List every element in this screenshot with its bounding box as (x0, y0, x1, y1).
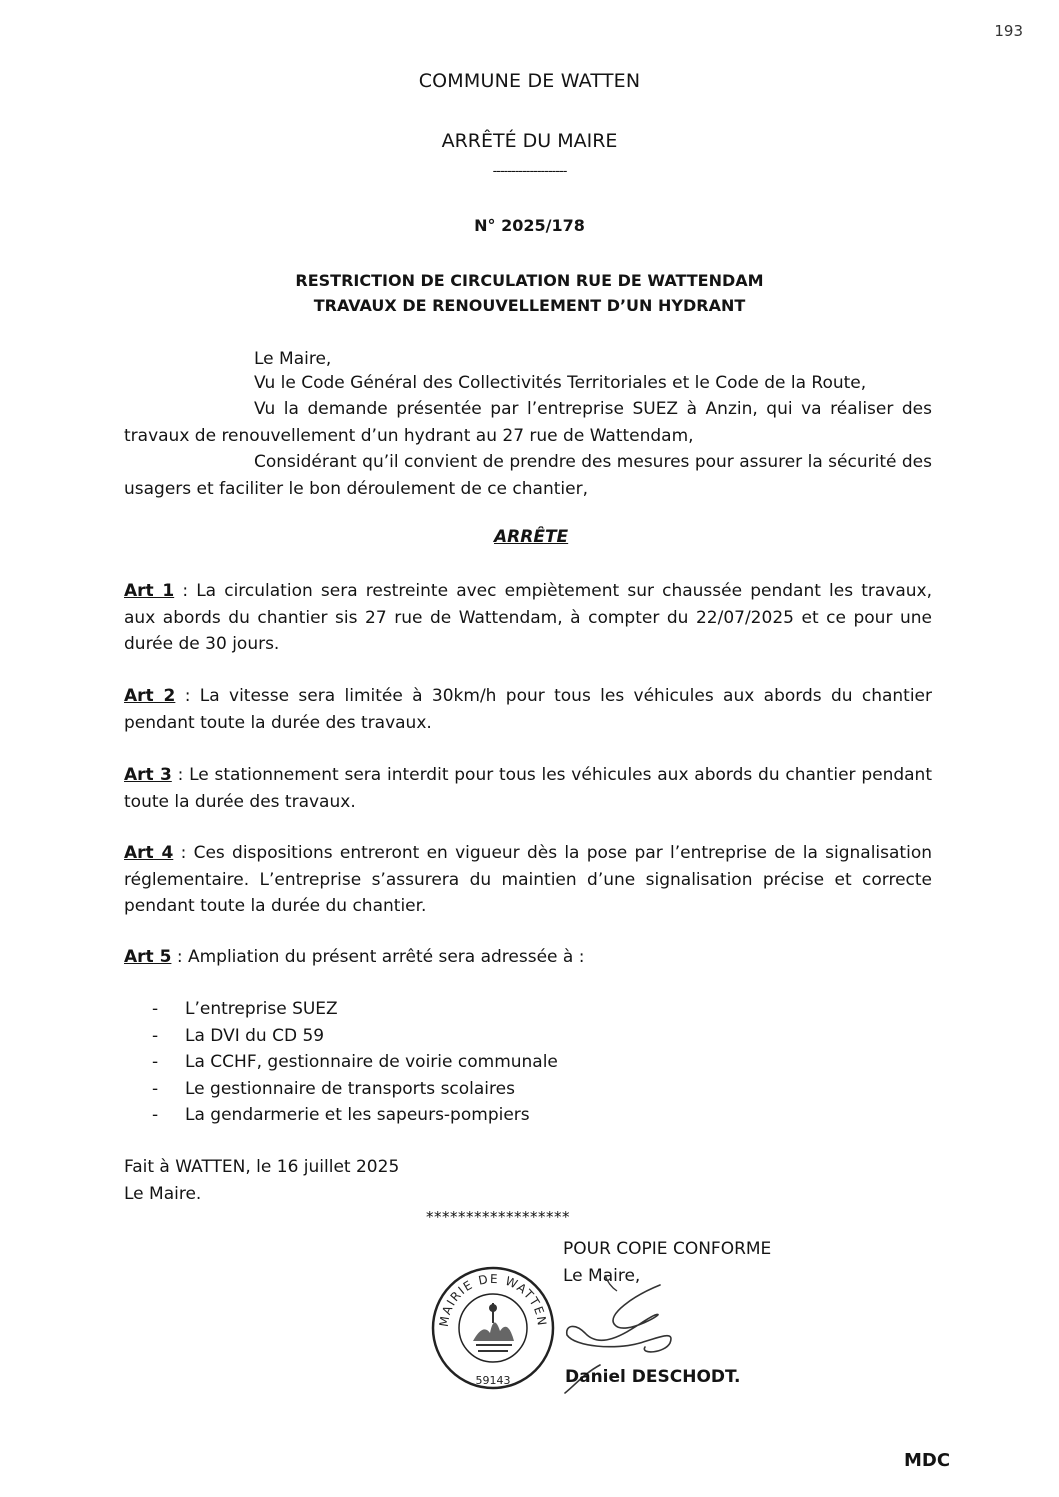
article-4 (124, 840, 932, 920)
closing-block (124, 1154, 399, 1207)
seal-top-text: MAIRIE DE WATTEN (436, 1271, 550, 1328)
article-text: : Ampliation du présent arrêté sera adressée à : (171, 947, 585, 967)
preamble-maire: Le Maire, (254, 349, 332, 369)
decree-subject (0, 268, 1059, 318)
article-text: : La vitesse sera limitée à 30km/h pour tous les véhicules aux abords du chantier pendant toute la durée des travaux. (124, 686, 932, 733)
arrete-heading: ARRÊTE (494, 527, 569, 547)
footer-initials: MDC (904, 1450, 951, 1471)
mayor-name: Daniel DESCHODT. (565, 1367, 741, 1387)
town-seal-stamp (428, 1263, 558, 1393)
recipient-list (152, 996, 558, 1129)
list-item: - La DVI du CD 59 (152, 1023, 558, 1050)
article-3 (124, 762, 932, 815)
closing-maire: Le Maire. (124, 1183, 202, 1204)
commune-heading: COMMUNE DE WATTEN (418, 70, 641, 92)
article-5 (124, 944, 932, 971)
preamble-considerant: Considérant qu’il convient de prendre des mesures pour assurer la sécurité des usagers et faciliter le bon déroulement de ce chantier, (124, 452, 932, 499)
article-text: : Le stationnement sera interdit pour tous les véhicules aux abords du chantier pendant toute la durée des travaux. (124, 765, 932, 812)
article-label: Art 5 (124, 947, 172, 967)
article-text: : La circulation sera restreinte avec empiètement sur chaussée pendant les travaux, aux abords du chantier sis 27 rue de Wattendam, à compter du 22/07/2025 et ce pour une durée de 30 jours. (124, 581, 933, 654)
certified-copy-maire: Le Maire, (563, 1265, 641, 1286)
decree-number: N° 2025/178 (474, 216, 585, 235)
article-text: : Ces dispositions entreront en vigueur dès la pose par l’entreprise de la signalisation réglementaire. L’entreprise s’assurera du maintien d’une signalisation précise et correcte pendant toute la durée du chantier. (124, 843, 932, 916)
stars-separator: ****************** (426, 1208, 570, 1226)
certified-copy-label: POUR COPIE CONFORME (563, 1239, 772, 1259)
list-item: - La gendarmerie et les sapeurs-pompiers (152, 1102, 558, 1129)
subject-line-1: RESTRICTION DE CIRCULATION RUE DE WATTENDAM (295, 271, 764, 290)
article-1 (124, 578, 932, 658)
preamble-vu-demande: Vu la demande présentée par l’entreprise SUEZ à Anzin, qui va réaliser des travaux de renouvellement d’un hydrant au 27 rue de Wattendam, (124, 399, 932, 446)
subject-line-2: TRAVAUX DE RENOUVELLEMENT D’UN HYDRANT (313, 296, 746, 315)
article-label: Art 4 (124, 843, 174, 863)
preamble-vu-code: Vu le Code Général des Collectivités Territoriales et le Code de la Route, (254, 373, 867, 393)
page-number: 193 (994, 22, 1023, 40)
article-label: Art 3 (124, 765, 172, 785)
article-label: Art 2 (124, 686, 176, 706)
seal-bottom-text: 59143 (475, 1374, 511, 1387)
list-item: - La CCHF, gestionnaire de voirie communale (152, 1049, 558, 1076)
title-separator: -------------------- (492, 164, 567, 179)
list-item: - Le gestionnaire de transports scolaires (152, 1076, 558, 1103)
document-title: ARRÊTÉ DU MAIRE (441, 130, 618, 152)
place-date: Fait à WATTEN, le 16 juillet 2025 (124, 1157, 400, 1177)
article-label: Art 1 (124, 581, 175, 601)
list-item: - L’entreprise SUEZ (152, 996, 558, 1023)
article-2 (124, 683, 932, 736)
